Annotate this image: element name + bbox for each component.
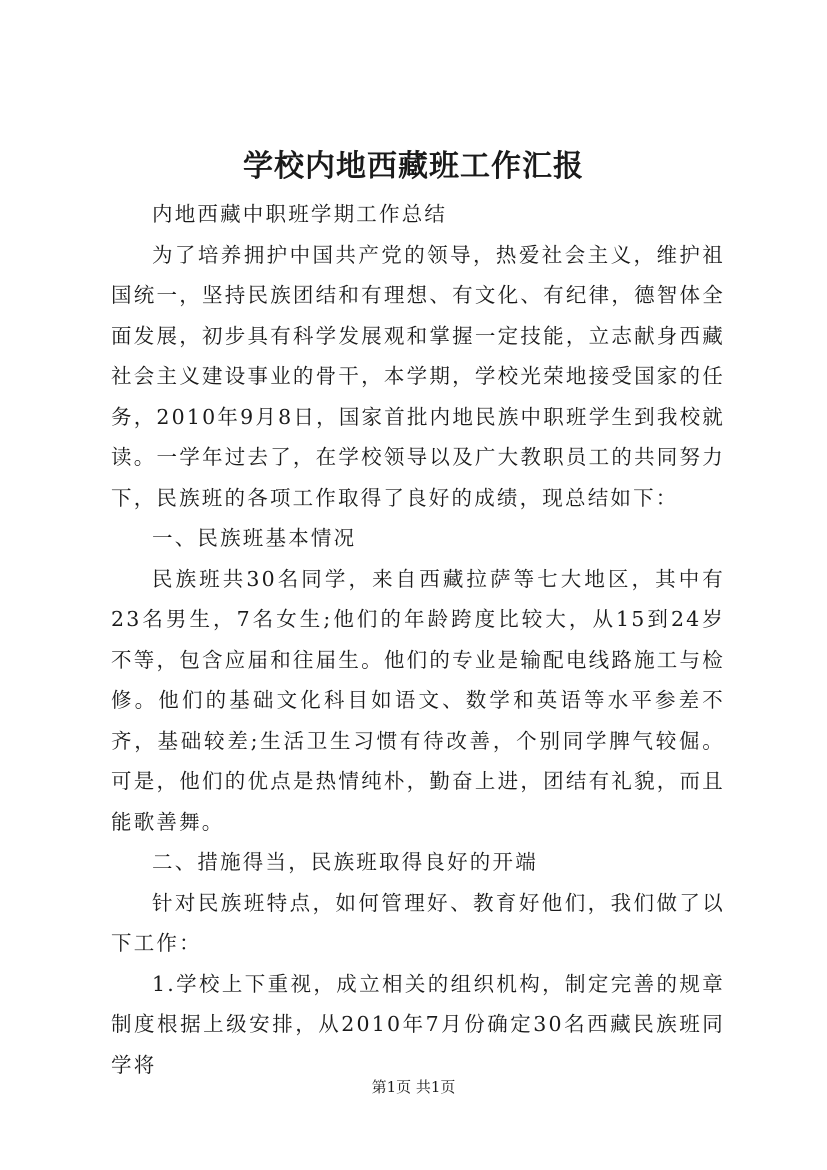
body-paragraph: 为了培养拥护中国共产党的领导，热爱社会主义，维护祖国统一，坚持民族团结和有理想、有文化、有纪律，德智体全面发展，初步具有科学发展观和掌握一定技能，立志献身西藏社会主义建设事业的骨干，本学期，学校光荣地接受国家的任务，2010年9月8日，国家首批内地民族中职班学生到我校就读。一学年过去了，在学校领导以及广大教职员工的共同努力下，民族班的各项工作取得了良好的成绩，现总结如下： — [111, 242, 725, 510]
document-body — [111, 194, 725, 1085]
section-heading: 一、民族班基本情况 — [152, 526, 357, 550]
body-paragraph: 1.学校上下重视，成立相关的组织机构，制定完善的规章制度根据上级安排，从2010年7月份确定30名西藏民族班同学将 — [111, 971, 725, 1077]
page-footer: 第1页 共1页 — [371, 1078, 456, 1096]
body-paragraph: 针对民族班特点，如何管理好、教育好他们，我们做了以下工作： — [111, 890, 725, 955]
section-heading: 二、措施得当，民族班取得良好的开端 — [152, 850, 538, 874]
body-paragraph: 民族班共30名同学，来自西藏拉萨等七大地区，其中有23名男生，7名女生;他们的年龄跨度比较大，从15到24岁不等，包含应届和往届生。他们的专业是输配电线路施工与检修。他们的基础文化科目如语文、数学和英语等水平参差不齐，基础较差;生活卫生习惯有待改善，个别同学脾气较倔。可是，他们的优点是热情纯朴，勤奋上进，团结有礼貌，而且能歌善舞。 — [111, 566, 725, 834]
subtitle-paragraph: 内地西藏中职班学期工作总结 — [152, 202, 448, 226]
document-title: 学校内地西藏班工作汇报 — [243, 149, 584, 184]
